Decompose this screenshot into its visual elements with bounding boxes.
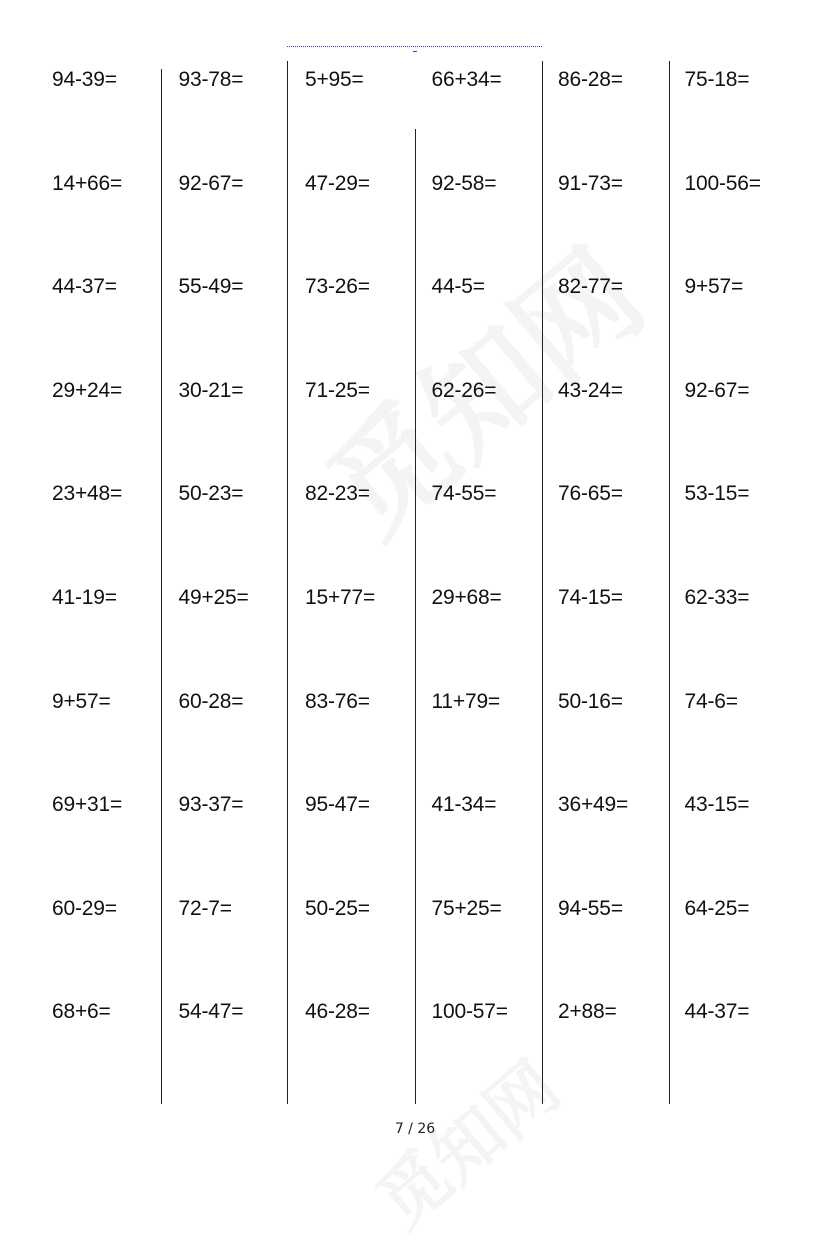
math-problem: 41-19= bbox=[52, 585, 117, 609]
math-problem: 14+66= bbox=[52, 171, 123, 195]
math-problem: 83-76= bbox=[305, 689, 370, 713]
row-spacer bbox=[0, 887, 52, 991]
math-problem: 100-57= bbox=[431, 1000, 508, 1024]
math-problem: 11+79= bbox=[431, 689, 500, 713]
math-problem: 95-47= bbox=[305, 793, 370, 817]
math-problem: 68+6= bbox=[52, 1000, 111, 1024]
math-problem: 9+57= bbox=[52, 689, 111, 713]
header-mark bbox=[413, 51, 417, 52]
math-problem: 82-23= bbox=[305, 482, 370, 506]
math-problem: 74-6= bbox=[684, 689, 738, 713]
math-problem: 23+48= bbox=[52, 482, 123, 506]
math-problem: 44-5= bbox=[431, 275, 485, 299]
math-problem: 41-34= bbox=[431, 793, 497, 817]
math-problem: 66+34= bbox=[431, 68, 502, 91]
math-problem: 94-39= bbox=[52, 68, 117, 91]
math-problem: 93-78= bbox=[178, 68, 244, 91]
row-spacer bbox=[0, 783, 52, 887]
math-problem: 69+31= bbox=[52, 793, 123, 817]
math-problem: 2+88= bbox=[558, 1000, 617, 1024]
header-dotted-rule bbox=[287, 46, 542, 47]
math-problem: 76-65= bbox=[558, 482, 623, 506]
math-problem: 29+68= bbox=[431, 585, 502, 609]
math-problem: 43-15= bbox=[684, 793, 750, 817]
math-problem: 100-56= bbox=[684, 171, 761, 195]
math-problem: 29+24= bbox=[52, 378, 123, 402]
math-problem: 5+95= bbox=[305, 68, 364, 91]
math-problem: 43-24= bbox=[558, 378, 623, 402]
math-problem: 55-49= bbox=[178, 275, 244, 299]
math-problem: 46-28= bbox=[305, 1000, 370, 1024]
math-problem: 93-37= bbox=[178, 793, 244, 817]
row-spacer bbox=[0, 576, 52, 680]
math-problem: 94-55= bbox=[558, 896, 623, 920]
math-problem: 60-29= bbox=[52, 896, 117, 920]
math-problem: 47-29= bbox=[305, 171, 370, 195]
math-problem: 50-23= bbox=[178, 482, 244, 506]
math-problem: 50-25= bbox=[305, 896, 370, 920]
row-spacer bbox=[0, 990, 52, 1094]
math-problem: 49+25= bbox=[178, 585, 249, 609]
math-problem: 62-26= bbox=[431, 378, 497, 402]
math-problem: 53-15= bbox=[684, 482, 750, 506]
math-problem: 75-18= bbox=[684, 68, 750, 91]
row-spacer bbox=[0, 265, 52, 369]
math-problem: 74-55= bbox=[431, 482, 497, 506]
math-problem: 92-67= bbox=[684, 378, 750, 402]
row-spacer bbox=[0, 369, 52, 473]
math-problem: 50-16= bbox=[558, 689, 623, 713]
math-problem: 71-25= bbox=[305, 378, 370, 402]
math-problem: 72-7= bbox=[178, 896, 232, 920]
math-problem: 73-26= bbox=[305, 275, 370, 299]
row-spacer bbox=[0, 162, 52, 266]
math-problem: 62-33= bbox=[684, 585, 750, 609]
row-spacer bbox=[0, 680, 52, 784]
math-problem: 15+77= bbox=[305, 585, 376, 609]
math-problem: 75+25= bbox=[431, 896, 502, 920]
math-problem: 44-37= bbox=[52, 275, 117, 299]
math-problem: 86-28= bbox=[558, 68, 623, 91]
page-number: 7 / 26 bbox=[394, 1121, 436, 1137]
math-problem: 92-58= bbox=[431, 171, 497, 195]
math-problem: 82-77= bbox=[558, 275, 623, 299]
math-problem: 44-37= bbox=[684, 1000, 750, 1024]
math-problem: 91-73= bbox=[558, 171, 623, 195]
row-spacer bbox=[0, 58, 52, 162]
math-problem: 36+49= bbox=[558, 793, 629, 817]
math-problem: 74-15= bbox=[558, 585, 623, 609]
math-problem: 30-21= bbox=[178, 378, 244, 402]
math-problem: 92-67= bbox=[178, 171, 244, 195]
math-problem: 9+57= bbox=[684, 275, 744, 299]
row-spacer bbox=[0, 472, 52, 576]
math-problem: 64-25= bbox=[684, 896, 750, 920]
arithmetic-problem-grid bbox=[0, 58, 830, 1098]
math-problem: 54-47= bbox=[178, 1000, 244, 1024]
math-problem: 60-28= bbox=[178, 689, 244, 713]
